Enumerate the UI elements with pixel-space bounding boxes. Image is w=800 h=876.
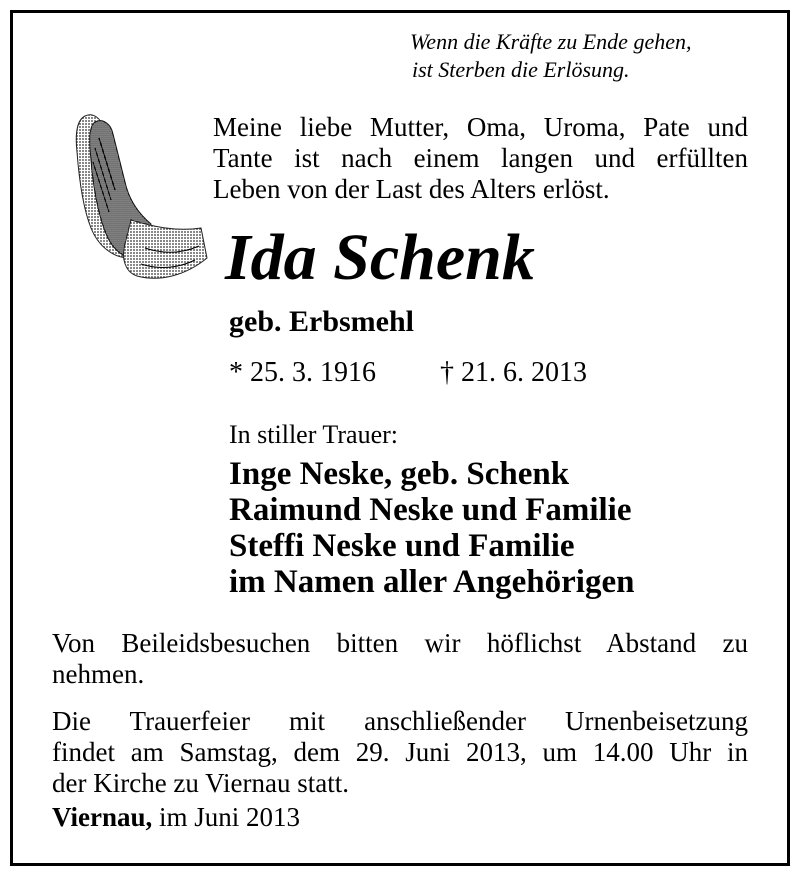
ceremony-line-1: Die Trauerfeier mit anschließender Urnenbeisetzung <box>52 706 748 736</box>
mourner-line: Steffi Neske und Familie <box>229 528 575 564</box>
intro-line-3: Leben von der Last des Alters erlöst. <box>213 174 610 204</box>
motto <box>410 28 750 84</box>
ceremony-notice <box>52 706 748 799</box>
mourner-line: Inge Neske, geb. Schenk <box>229 456 570 492</box>
motto-line-2: ist Sterben die Erlösung. <box>412 57 630 82</box>
praying-hands-icon <box>55 108 215 288</box>
deceased-name: Ida Schenk <box>225 221 535 294</box>
ceremony-line-2: findet am Samstag, dem 29. Juni 2013, um 14.00 Uhr in <box>52 737 748 767</box>
visit-notice <box>52 628 748 690</box>
mourner-line: im Namen aller Angehörigen <box>229 564 635 600</box>
intro-line-1: Meine liebe Mutter, Oma, Uroma, Pate und <box>213 112 748 142</box>
death-date: † 21. 6. 2013 <box>440 357 587 388</box>
motto-line-1: Wenn die Kräfte zu Ende gehen, <box>410 29 692 54</box>
intro-line-2: Tante ist nach einem langen und erfüllten <box>213 143 748 173</box>
mourners-list <box>229 456 634 600</box>
signature <box>52 802 300 833</box>
signature-date: im Juni 2013 <box>159 802 301 832</box>
visit-notice-line-2: nehmen. <box>52 659 145 689</box>
ceremony-line-3: der Kirche zu Viernau statt. <box>52 768 350 798</box>
born-name: geb. Erbsmehl <box>229 305 415 338</box>
signature-place: Viernau, <box>52 802 153 832</box>
visit-notice-line-1: Von Beileidsbesuchen bitten wir höflichst Abstand zu <box>52 628 748 658</box>
mourner-line: Raimund Neske und Familie <box>229 492 632 528</box>
birth-date: * 25. 3. 1916 <box>229 357 376 388</box>
intro-text <box>213 112 748 205</box>
mourning-label: In stiller Trauer: <box>229 420 398 449</box>
